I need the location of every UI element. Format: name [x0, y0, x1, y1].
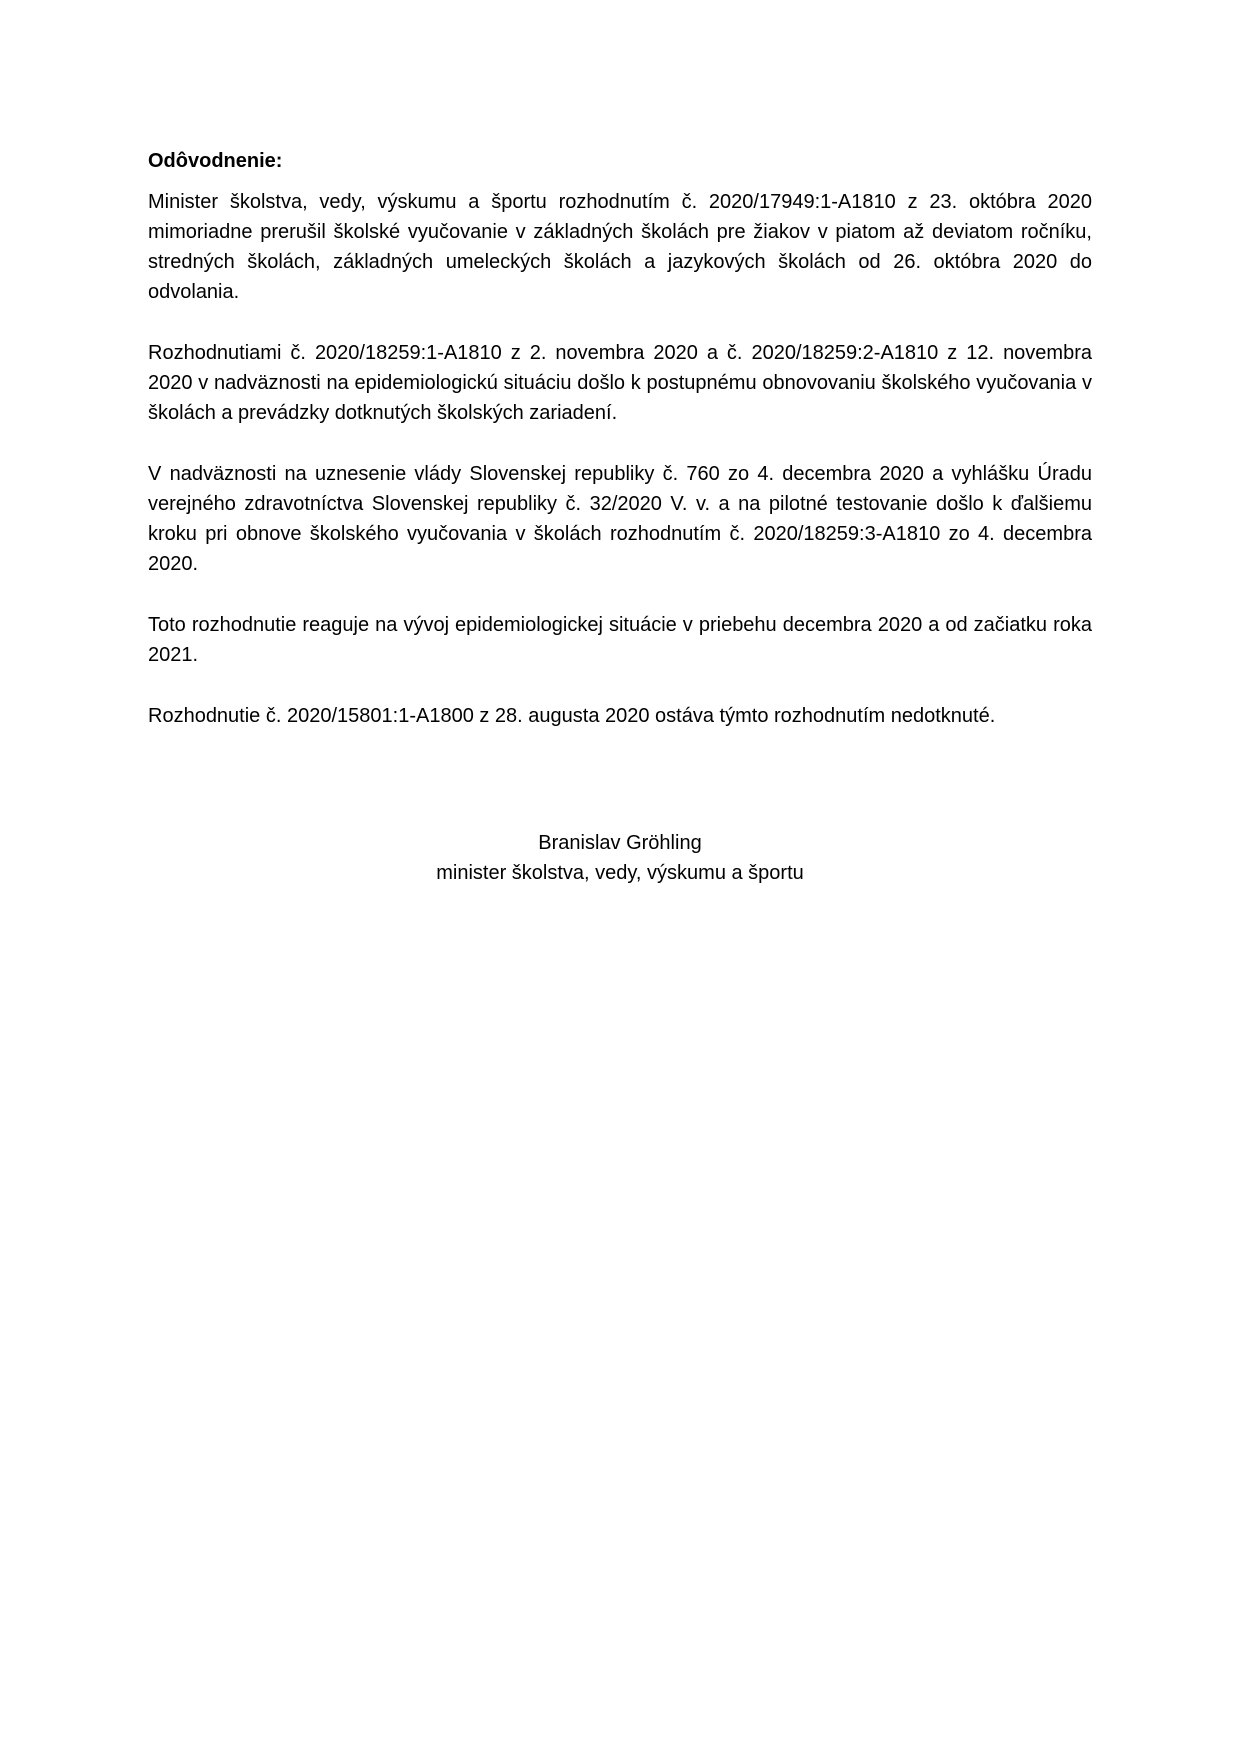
section-heading: Odôvodnenie:: [148, 150, 283, 172]
signature-block: [148, 828, 1092, 888]
signatory-title: minister školstva, vedy, výskumu a športu: [436, 862, 804, 884]
document-body: [148, 146, 1092, 762]
paragraph-current-decision: Toto rozhodnutie reaguje na vývoj epidemiologickej situácie v priebehu decembra 2020 a od začiatku roka 2021.: [148, 614, 1092, 666]
paragraph-government-resolution: V nadväznosti na uznesenie vlády Slovenskej republiky č. 760 zo 4. decembra 2020 a vyhlášku Úradu verejného zdravotníctva Slovenskej republiky č. 32/2020 V. v. a na pilotné testovanie došlo k ďalšiemu kroku pri obnove školského vyučovania v školách rozhodnutím č. 2020/18259:3-A1810 zo 4. decembra 2020.: [148, 463, 1092, 575]
paragraph-interruption: Minister školstva, vedy, výskumu a športu rozhodnutím č. 2020/17949:1-A1810 z 23. októbra 2020 mimoriadne prerušil školské vyučovanie v základných školách pre žiakov v piatom až deviatom ročníku, stredných školách, základných umeleckých školách a jazykových školách od 26. októbra 2020 do odvolania.: [148, 191, 1092, 303]
paragraph-gradual-restoration: Rozhodnutiami č. 2020/18259:1-A1810 z 2. novembra 2020 a č. 2020/18259:2-A1810 z 12. novembra 2020 v nadväznosti na epidemiologickú situáciu došlo k postupnému obnovovaniu školského vyučovania v školách a prevádzky dotknutých školských zariadení.: [148, 342, 1092, 424]
signatory-name: Branislav Gröhling: [538, 832, 702, 854]
paragraph-unaffected-decision: Rozhodnutie č. 2020/15801:1-A1800 z 28. augusta 2020 ostáva týmto rozhodnutím nedotknuté.: [148, 705, 996, 727]
